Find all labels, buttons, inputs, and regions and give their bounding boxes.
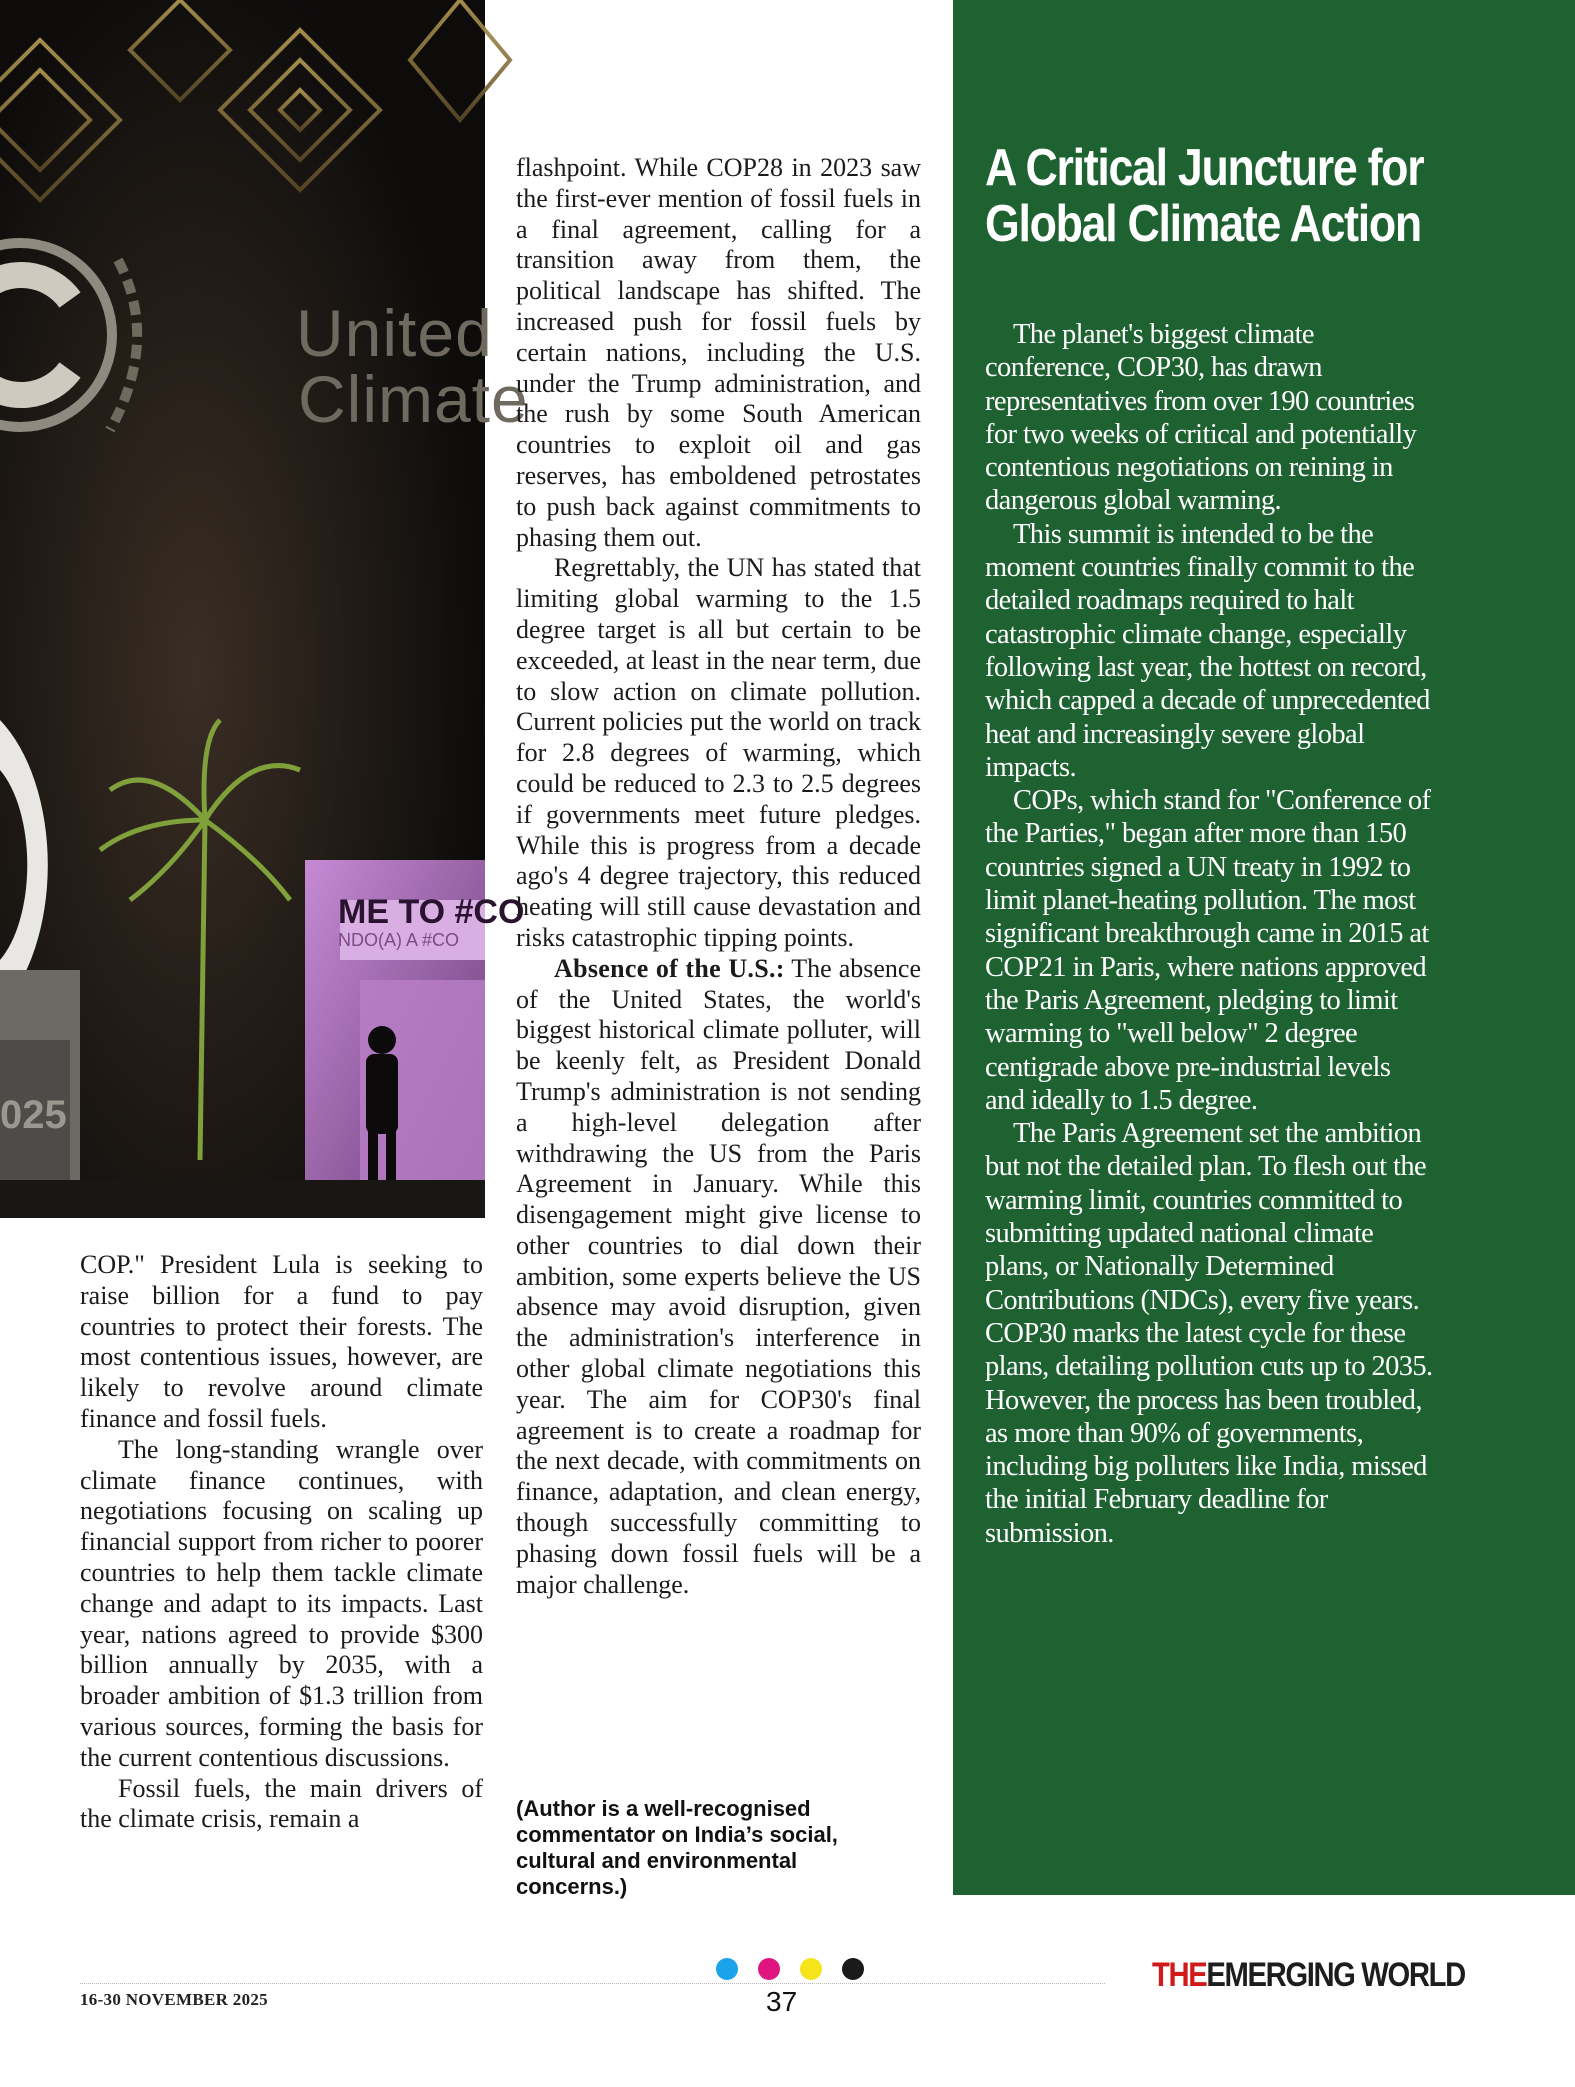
sidebar-body [985,318,1435,1550]
registration-marks [716,1958,864,1980]
sidebar-box [953,0,1575,1895]
magenta-dot [758,1958,780,1980]
cyan-dot [716,1958,738,1980]
sidebar-paragraph: COPs, which stand for "Conference of the Parties," began after more than 150 countries signed a UN treaty in 1992 to limit planet-heating pollution. The most significant breakthrough came in 2015 at COP21 in Paris, where nations approved the Paris Agreement, pledging to limit warming to "well below" 2 degree centigrade above pre-industrial levels and ideally to 1.5 degree. [985,785,1431,1116]
sidebar-paragraph: The Paris Agreement set the ambition but not the detailed plan. To flesh out the warming limit, countries committed to submitting updated national climate plans, or Nationally Determined Contributions (NDCs), every five years. COP30 marks the latest cycle for these plans, detailing pollution cuts up to 2035. However, the process has been troubled, as more than 90% of governments, including big polluters like India, missed the initial February deadline for submission. [985,1118,1433,1549]
author-note: (Author is a well-recognised commentator on India’s social, cultural and environmental concerns.) [516,1796,838,1899]
subheading-absence-us: Absence of the U.S.: [554,953,785,983]
sign-text-climate: Climate [298,362,529,436]
issue-date: 16-30 NOVEMBER 2025 [80,1990,268,2009]
brand-the: THE [1152,1956,1207,1994]
page-number: 37 [766,1986,798,2017]
photo-scene [0,0,525,1218]
paragraph: Regrettably, the UN has stated that limiting global warming to the 1.5 degree target is all but certain to be exceeded, at least in the near term, due to slow action on climate pollution. Current policies put the world on track for 2.8 degrees of warming, which could be reduced to 2.3 to 2.5 degrees if governments meet future pledges. While this is progress from a decade ago's 4 degree trajectory, this reduced heating will still cause devastation and risks catastrophic tipping points. [516,553,921,952]
sidebar-title: A Critical Juncture for Global Climate Action [985,139,1424,253]
paragraph: Fossil fuels, the main drivers of the climate crisis, remain a [80,1773,483,1834]
sign-year: 025 [0,1093,67,1137]
brand-name: EMERGING WORLD [1206,1956,1465,1994]
paragraph: The long-standing wrangle over climate finance continues, with negotiations focusing on scaling up financial support from richer to poorer countries to help them tackle climate change and adapt to its impacts. Last year, nations agreed to provide $300 billion annually by 2035, with a broader ambition of $1.3 trillion from various sources, forming the basis for the current contentious discussions. [80,1434,483,1772]
cop30-venue-photo [0,0,529,1218]
paragraph: COP." President Lula is seeking to raise billion for a fund to pay countries to protect their forests. The most contentious issues, however, are likely to revolve around climate finance and fossil fuels. [80,1250,483,1433]
left-column [80,1250,483,1835]
sidebar-paragraph: The planet's biggest climate conference, COP30, has drawn representatives from over 190 countries for two weeks of critical and potentially contentious negotiations on reining in dangerous global warming. [985,319,1417,517]
black-dot [842,1958,864,1980]
paragraph-body: The absence of the United States, the world's biggest historical climate polluter, will be keenly felt, as President Donald Trump's administration is not sending a high-level delegation after withdrawing the US from the Paris Agreement in January. While this disengagement might give license to other countries to dial down their ambition, some experts believe the US absence may avoid disruption, given the administration's interference in other global climate negotiations this year. The aim for COP30's final agreement is to create a roadmap for the next decade, with commitments on finance, adaptation, and clean energy, though successfully committing to phasing down fossil fuels will be a major challenge. [516,953,921,1599]
paragraph: flashpoint. While COP28 in 2023 saw the first-ever mention of fossil fuels in a final agreement, calling for a transition away from them, the political landscape has shifted. The increased push for fossil fuels by certain nations, including the U.S. under the Trump administration, and the rush by some South American countries to exploit oil and gas reserves, has emboldened petrostates to push back against commitments to phasing them out. [516,153,921,552]
paragraph [516,954,921,1601]
sign-text-united: United [296,296,493,370]
welcome-banner-subtext: NDO(A) A #CO [338,930,460,950]
publication-logo [1152,1956,1465,1995]
welcome-banner-text: ME TO #CO [338,893,525,931]
footer-divider [80,1983,1105,1984]
yellow-dot [800,1958,822,1980]
sidebar-paragraph: This summit is intended to be the moment countries finally commit to the detailed roadmaps required to halt catastrophic climate change, especially following last year, the hottest on record, which capped a decade of unprecedented heat and increasingly severe global impacts. [985,518,1430,783]
middle-column [516,153,921,1600]
